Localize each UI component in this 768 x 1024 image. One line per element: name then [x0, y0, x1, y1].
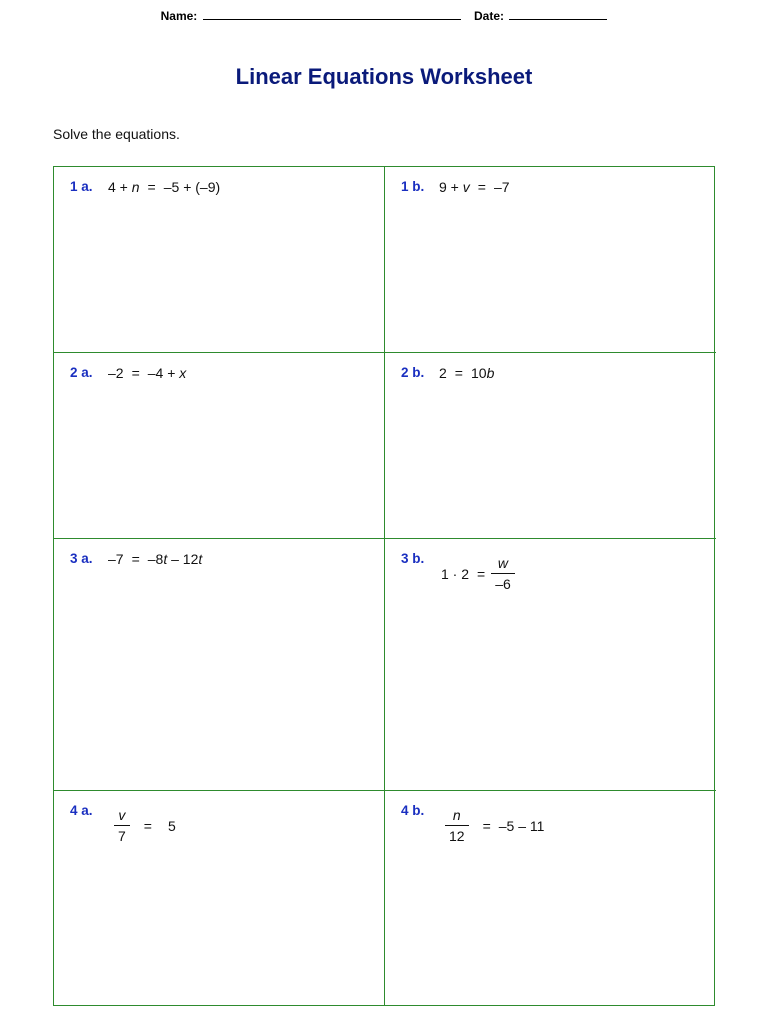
problem-grid [53, 166, 715, 1006]
problem-label: 3 b. [401, 551, 425, 566]
problem-cell-3b[interactable] [385, 539, 716, 791]
problem-label: 4 a. [70, 803, 93, 818]
worksheet-title: Linear Equations Worksheet [235, 64, 533, 89]
problem-label: 1 b. [401, 179, 425, 194]
date-blank[interactable] [509, 9, 607, 20]
problem-cell-3a[interactable] [54, 539, 385, 791]
fraction: $\frac{v}{7}$ [114, 807, 130, 844]
problem-label: 1 a. [70, 179, 93, 194]
equation: –2 = –4 + x [108, 365, 187, 381]
problem-cell-1a[interactable] [54, 167, 385, 353]
name-blank[interactable] [203, 9, 461, 20]
date-label: Date: [474, 9, 505, 23]
problem-cell-4b[interactable] [385, 791, 716, 1005]
fraction: $\frac{n}{12}$ [445, 807, 469, 844]
instructions: Solve the equations. [53, 126, 180, 142]
equation: 9 + v = –7 [439, 179, 510, 195]
problem-label: 3 a. [70, 551, 93, 566]
equation: 4 + n = –5 + (–9) [108, 179, 221, 195]
equation: $\frac{v}{7}$ = 5 [108, 807, 176, 844]
equation: 2 = 10b [439, 365, 495, 381]
problem-cell-1b[interactable] [385, 167, 716, 353]
problem-cell-2b[interactable] [385, 353, 716, 539]
problem-label: 2 a. [70, 365, 93, 380]
problem-label: 2 b. [401, 365, 425, 380]
header-line [0, 9, 768, 23]
problem-cell-4a[interactable] [54, 791, 385, 1005]
fraction: $\frac{w}{-6}$ [491, 555, 515, 592]
name-label: Name: [160, 9, 198, 23]
problem-cell-2a[interactable] [54, 353, 385, 539]
problem-label: 4 b. [401, 803, 425, 818]
equation: –7 = –8t – 12t [108, 551, 203, 567]
equation: $\frac{n}{12}$ = –5 – 11 [439, 807, 544, 844]
equation: 1 · 2 = $\frac{w}{-6}$ [441, 555, 521, 592]
